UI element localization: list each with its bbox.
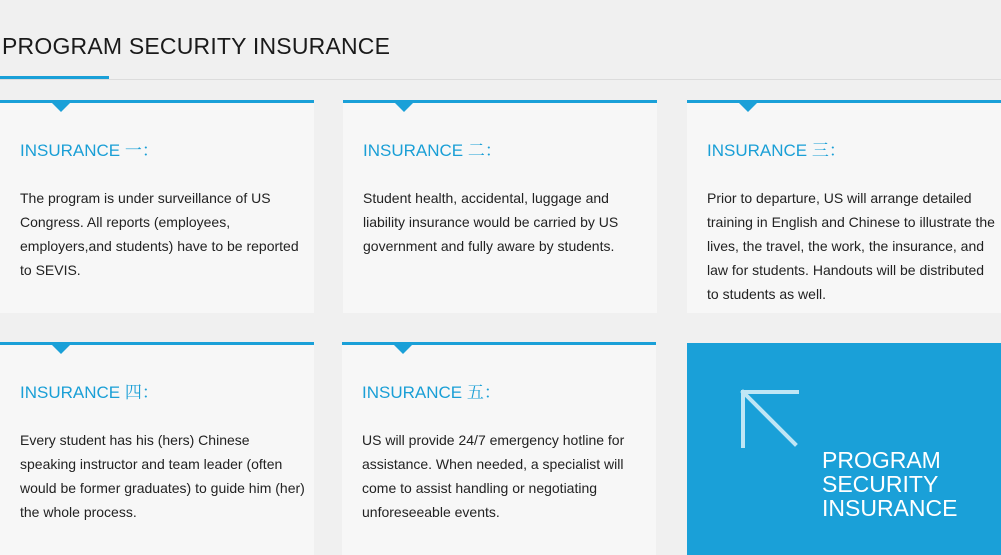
insurance-card-4 xyxy=(0,342,314,555)
feature-title xyxy=(822,448,957,520)
card-pointer-icon xyxy=(739,103,757,112)
card-text: Prior to departure, US will arrange detailed training in English and Chinese to illustrate the lives, the travel, the work, the insurance, and law for students. Handouts will be distributed to students as well. xyxy=(707,190,995,302)
card-text: Student health, accidental, luggage and liability insurance would be carried by US government and fully aware by students. xyxy=(363,190,619,254)
card-pointer-icon xyxy=(394,345,412,354)
card-text: US will provide 24/7 emergency hotline for assistance. When needed, a specialist will come to assist handling or negotiating unforeseeable events. xyxy=(362,432,625,520)
insurance-card-5 xyxy=(342,342,656,555)
feature-title-line: SECURITY xyxy=(822,471,939,497)
card-title: INSURANCE 四： xyxy=(20,383,159,402)
program-security-feature-tile[interactable] xyxy=(687,343,1001,555)
card-pointer-icon xyxy=(52,103,70,112)
card-title: INSURANCE 三： xyxy=(707,141,846,160)
card-title: INSURANCE 二： xyxy=(363,141,502,160)
card-text: The program is under surveillance of US Congress. All reports (employees, employers,and students) have to be reported to SEVIS. xyxy=(20,190,299,278)
insurance-card-2 xyxy=(343,100,657,313)
card-title: INSURANCE 五： xyxy=(362,383,501,402)
feature-title-line: INSURANCE xyxy=(822,495,958,521)
card-pointer-icon xyxy=(395,103,413,112)
title-underline xyxy=(0,76,109,79)
card-title: INSURANCE 一： xyxy=(20,141,159,160)
feature-title-line: PROGRAM xyxy=(822,447,941,473)
card-text: Every student has his (hers) Chinese speaking instructor and team leader (often would be former graduates) to guide him (her) the whole process. xyxy=(20,432,305,520)
card-pointer-icon xyxy=(52,345,70,354)
insurance-card-3 xyxy=(687,100,1001,313)
page-header xyxy=(0,0,1001,80)
page-title: PROGRAM SECURITY INSURANCE xyxy=(2,33,391,59)
insurance-card-1 xyxy=(0,100,314,313)
arrow-up-left-icon xyxy=(739,388,801,450)
